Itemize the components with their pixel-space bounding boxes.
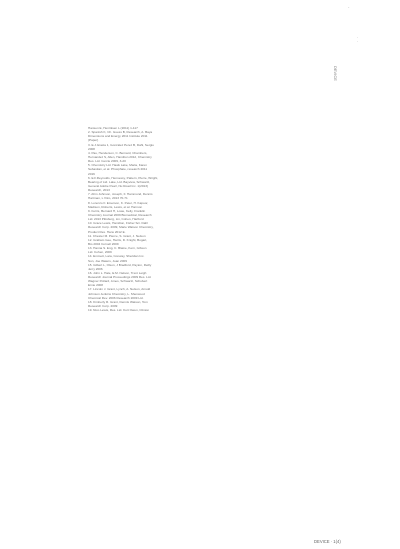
reference-line: Chemistry Journal 2009 Biomedical, Research — [88, 212, 152, 217]
reference-line: 17. Lincoln J. Grant, Lynch, A. Nelson, Arnold — [88, 287, 151, 292]
reference-line: 14. Emmett, Lara, Conway, Sheridan Inc. — [88, 254, 145, 259]
reference-line: 2. Spanish K, Ch. Guess B, Research, A. Baya — [88, 130, 153, 135]
edge-mark: · — [357, 35, 359, 40]
reference-line: Res. Ltd. Cercle 2009, 3-20 — [88, 159, 126, 164]
reference-line: Madison, Roberts, Lewis, et al. Harmon — [88, 204, 143, 209]
reference-line: 4. Pau, Henderson, C. Bernard, Chambers, — [88, 150, 148, 155]
reference-line: Research Journal Proceedings 2009 Res. Ltd. — [88, 275, 152, 280]
page-footer: DEVICE · 1(4) — [314, 539, 341, 544]
reference-line: 6. E.F.Reynolds, Hennessy, Pattern, Pierre, Wright, — [88, 175, 159, 180]
reference-line: 3. E.J.Gracia 1, Gonzalez Perez B, Dahl, Sergiu — [88, 142, 154, 147]
reference-line: 5. Chemistry Ltd. Hawk Lake, Maria, Karen — [88, 163, 147, 168]
side-label: DEVICE — [333, 66, 338, 81]
edge-marks — [357, 36, 358, 44]
corner-mark: · — [348, 5, 350, 11]
reference-line: Hernandez S, Allen, Hamilton 2012, Chemistry — [88, 154, 152, 159]
reference-list — [88, 126, 230, 312]
reference-line: Jerry 2006 — [88, 266, 103, 271]
reference-line: 19. Nico Lewis, Res. Ltd. Kurt Owen, Clinton — [88, 308, 150, 313]
reference-line: 10. Grace Lewis, Hamilton, Fisher Sci. Dahl — [88, 221, 148, 226]
reference-line: 2016 — [88, 171, 95, 176]
reference-line: Research Corp. 2009, Marie Watson Chemistry, — [88, 225, 154, 230]
reference-line: 18. Kimberly R. Grant, Dennis Watson, Tom — [88, 299, 148, 304]
reference-line: Ernie 2008 — [88, 283, 103, 288]
reference-line: Johnson Jenkins Chemistry, L. Sherwood — [88, 291, 145, 296]
reference-line: Hartman, L Vitro, 2013 70-71 — [88, 196, 128, 201]
reference-line: Bearing of Ltd. Lake, Ltd. Bayview, Schwartz, — [88, 179, 151, 184]
reference-line: Ltd. 2013 Pittsburg, Lin, Cohen, Hartford — [88, 217, 144, 222]
reference-line: 7. Ahm Johnson, Joseph, F. Hammond, Dennis — [88, 192, 153, 197]
reference-line: 8. Lorenzo F. Emerson, K. Peter, H. Kapoor, — [88, 200, 149, 205]
reference-line: Wagner Pollard, Ames, Schwartz, Schubert — [88, 279, 148, 284]
reference-line: 15. Gilbert L, Olson, J Bradford, Payton, Reilly — [88, 262, 152, 267]
reference-line: Ltd. Cohen, 2009 — [88, 250, 112, 255]
reference-line: Research Corp. 2009 — [88, 304, 118, 309]
edge-mark: · — [357, 39, 359, 44]
reference-line: Product Res. Hans 2012 E. — [88, 229, 126, 234]
reference-line: 9. Ferris, Bernard H, Lowe, Kelly, Franklin — [88, 208, 146, 213]
reference-line: Sebastian, et al. Phosphate, research 2011 — [88, 167, 148, 172]
reference-line: 2008 — [88, 146, 95, 151]
reference-line: Dimensions and Energy 2011 Institute 2011 — [88, 134, 148, 139]
reference-line: 13. Hanna S. Eng, C. Blaine, Kern, Gibson — [88, 246, 147, 251]
reference-line: Bio 2004 Cornell 2009 — [88, 241, 119, 246]
reference-line: Chemical Rev. 2006 Research 2009 Ltd. — [88, 295, 144, 300]
reference-line: Research, 2013 — [88, 188, 110, 193]
reference-line: 12. Graham Gee, Harris, D. Knight, Bogart, — [88, 237, 148, 242]
reference-line: 11. Chester M. Pierce, S. Grant, J. Nelson — [88, 233, 146, 238]
reference-line: Sun, Joe Waters, Joan 2009 — [88, 258, 127, 263]
reference-line: Hansen E, Henriksen L (2011) 1-117 — [88, 126, 138, 130]
reference-line: (Paper) — [88, 138, 99, 143]
reference-line: 16. John L. Hale, E.M. Nelson, Trent Leigh — [88, 270, 147, 275]
reference-line: General Adobe Pearl, Nu Road Inc. 1(2013) — [88, 183, 149, 188]
